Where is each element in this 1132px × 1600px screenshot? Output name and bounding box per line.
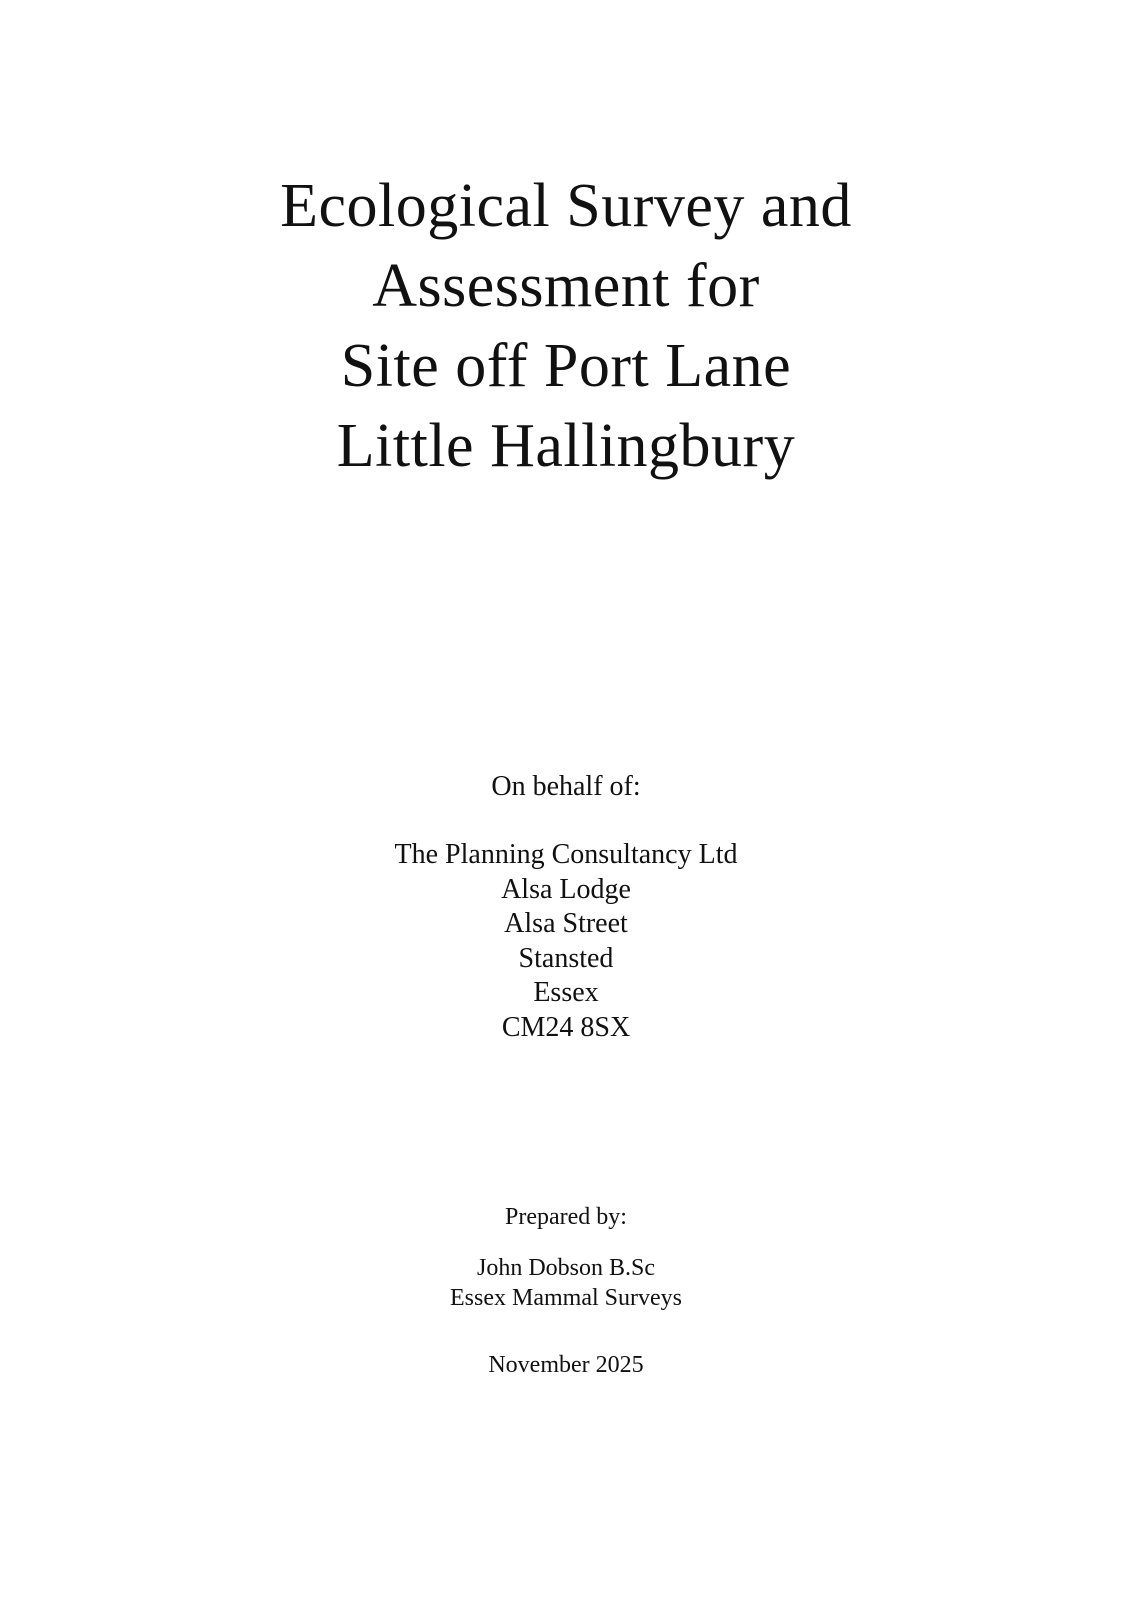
client-name: The Planning Consultancy Ltd (394, 839, 738, 870)
document-title (0, 166, 1132, 486)
author-organisation: Essex Mammal Surveys (450, 1285, 682, 1311)
title-line: Ecological Survey and (280, 172, 852, 240)
address-line: Stansted (518, 942, 614, 974)
address-line: Essex (533, 977, 599, 1009)
title-line: Assessment for (372, 252, 760, 320)
author-block (0, 1253, 1132, 1313)
prepared-by-label: Prepared by: (505, 1204, 627, 1230)
title-line: Site off Port Lane (340, 332, 792, 400)
address-line: Alsa Street (504, 908, 628, 940)
author-name: John Dobson B.Sc (476, 1255, 656, 1281)
client-address (0, 838, 1132, 1046)
postcode: CM24 8SX (501, 1011, 631, 1043)
document-date: November 2025 (488, 1352, 644, 1378)
on-behalf-label: On behalf of: (491, 771, 641, 802)
address-line: Alsa Lodge (501, 873, 631, 905)
title-line: Little Hallingbury (336, 412, 796, 480)
